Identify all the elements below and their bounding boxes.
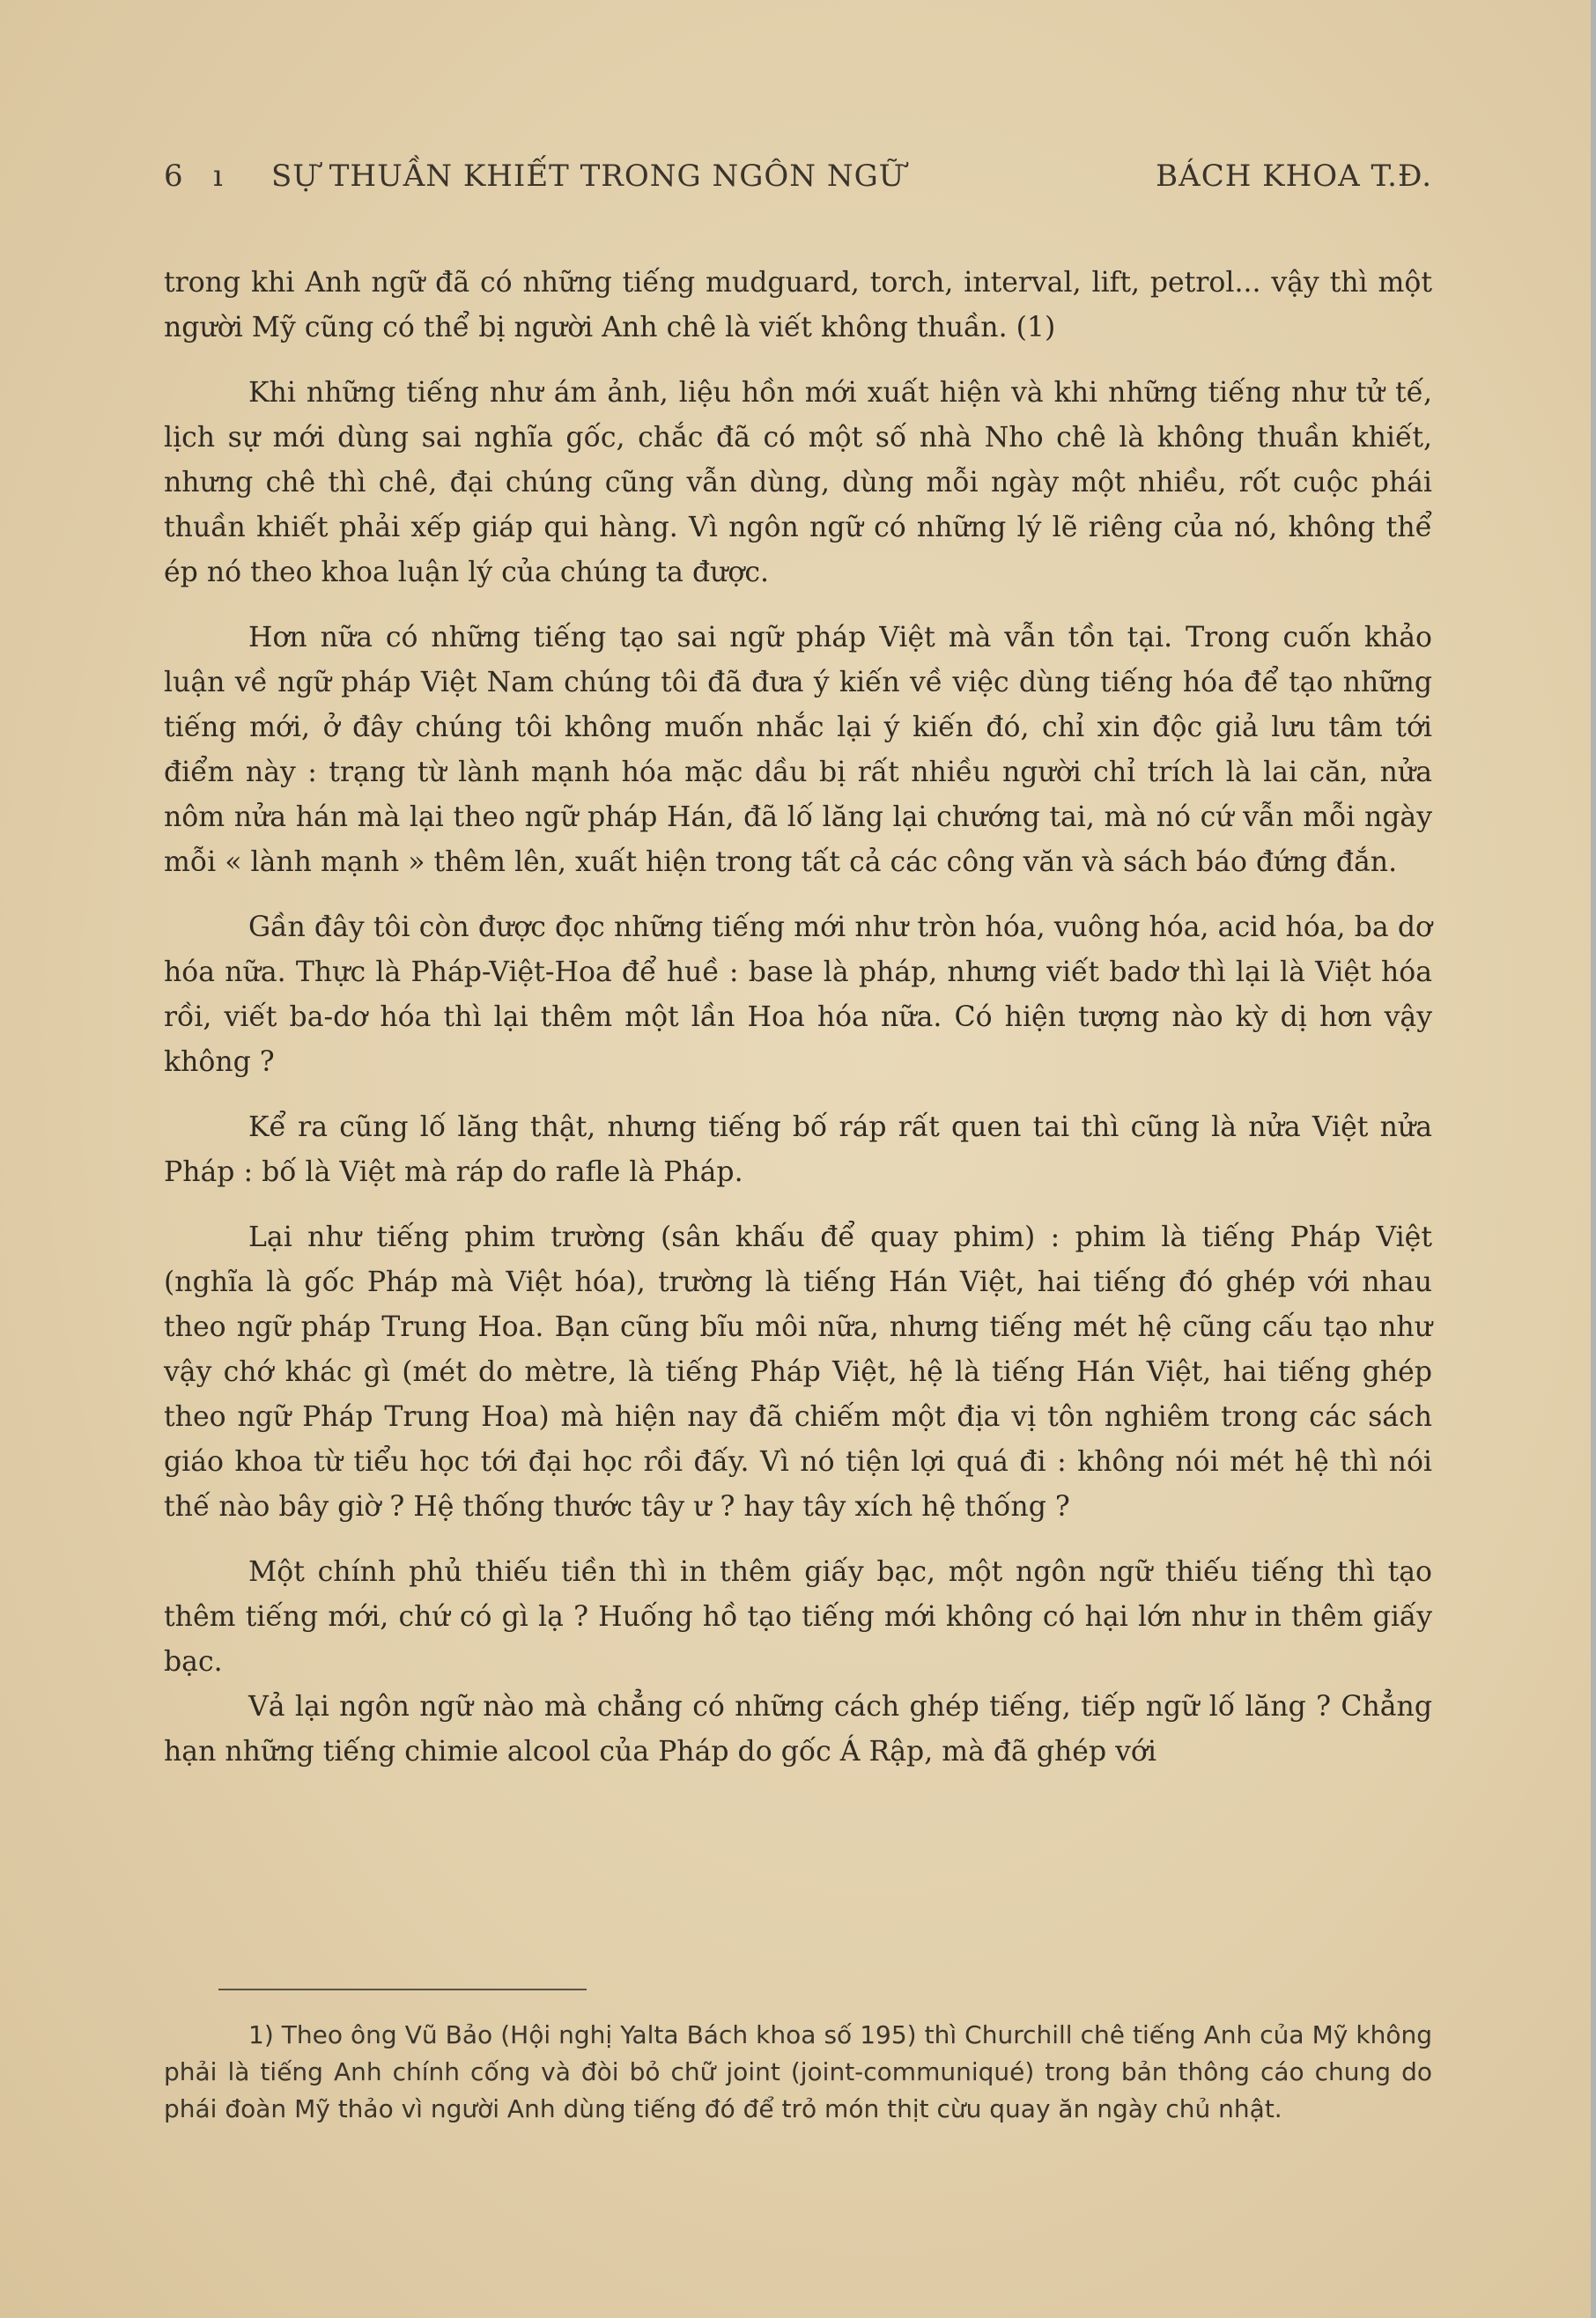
header-separator: ı [213,159,224,194]
paragraph: Gần đây tôi còn được đọc những tiếng mới như tròn hóa, vuông hóa, acid hóa, ba dơ hóa nữa. Thực là Pháp-Việt-Hoa để huề : base là pháp, nhưng viết badơ thì lại là Việt hóa rồi, viết ba-dơ hóa thì lại thêm một lần Hoa hóa nữa. Có hiện tượng nào kỳ dị hơn vậy không ? [164,912,1432,1078]
paragraph-continuation: trong khi Anh ngữ đã có những tiếng mudguard, torch, interval, lift, petrol... vậy thì một người Mỹ cũng có thể bị người Anh chê là viết không thuần. (1) [164,267,1432,343]
footnote-text: 1) Theo ông Vũ Bảo (Hội nghị Yalta Bách khoa số 195) thì Churchill chê tiếng Anh của Mỹ không phải là tiếng Anh chính cống và đòi bỏ chữ joint (joint-communiqué) trong bản thông cáo chung do phái đoàn Mỹ thảo vì người Anh dùng tiếng đó để trỏ món thịt cừu quay ăn ngày chủ nhật. [164,2020,1432,2123]
paragraph: Vả lại ngôn ngữ nào mà chẳng có những cách ghép tiếng, tiếp ngữ lố lăng ? Chẳng hạn những tiếng chimie alcool của Pháp do gốc Á Rập, mà đã ghép với [164,1691,1432,1768]
footnote [164,2017,1432,2128]
chapter-title: SỰ THUẦN KHIẾT TRONG NGÔN NGỮ [271,159,905,194]
paragraph: Khi những tiếng như ám ảnh, liệu hồn mới xuất hiện và khi những tiếng như tử tế, lịch sự mới dùng sai nghĩa gốc, chắc đã có một số nhà Nho chê là không thuần khiết, nhưng chê thì chê, đại chúng cũng vẫn dùng, dùng mỗi ngày một nhiều, rốt cuộc phái thuần khiết phải xếp giáp qui hàng. Vì ngôn ngữ có những lý lẽ riêng của nó, không thể ép nó theo khoa luận lý của chúng ta được. [164,377,1432,588]
page-number: 6 [164,159,184,194]
paragraph: Hơn nữa có những tiếng tạo sai ngữ pháp Việt mà vẫn tồn tại. Trong cuốn khảo luận về ngữ pháp Việt Nam chúng tôi đã đưa ý kiến về việc dùng tiếng hóa để tạo những tiếng mới, ở đây chúng tôi không muốn nhắc lại ý kiến đó, chỉ xin độc giả lưu tâm tới điểm này : trạng từ lành mạnh hóa mặc dầu bị rất nhiều người chỉ trích là lai căn, nửa nôm nửa hán mà lại theo ngữ pháp Hán, đã lố lăng lại chướng tai, mà nó cứ vẫn mỗi ngày mỗi « lành mạnh » thêm lên, xuất hiện trong tất cả các công văn và sách báo đứng đắn. [164,622,1432,878]
paragraph: Kể ra cũng lố lăng thật, nhưng tiếng bố ráp rất quen tai thì cũng là nửa Việt nửa Pháp : bố là Việt mà ráp do rafle là Pháp. [164,1111,1432,1188]
article-body [164,261,1432,1775]
paragraph: Một chính phủ thiếu tiền thì in thêm giấy bạc, một ngôn ngữ thiếu tiếng thì tạo thêm tiếng mới, chứ có gì lạ ? Huống hồ tạo tiếng mới không có hại lớn như in thêm giấy bạc. [164,1556,1432,1678]
paragraph: Lại như tiếng phim trường (sân khấu để quay phim) : phim là tiếng Pháp Việt (nghĩa là gốc Pháp mà Việt hóa), trường là tiếng Hán Việt, hai tiếng đó ghép với nhau theo ngữ pháp Trung Hoa. Bạn cũng bĩu môi nữa, nhưng tiếng mét hệ cũng cấu tạo như vậy chớ khác gì (mét do mètre, là tiếng Pháp Việt, hệ là tiếng Hán Việt, hai tiếng ghép theo ngữ Pháp Trung Hoa) mà hiện nay đã chiếm một địa vị tôn nghiêm trong các sách giáo khoa từ tiểu học tới đại học rồi đấy. Vì nó tiện lợi quá đi : không nói mét hệ thì nói thế nào bây giờ ? Hệ thống thước tây ư ? hay tây xích hệ thống ? [164,1222,1432,1523]
footnote-divider [218,1989,587,1990]
journal-name: BÁCH KHOA T.Đ. [1156,159,1432,194]
running-header [164,159,1432,203]
